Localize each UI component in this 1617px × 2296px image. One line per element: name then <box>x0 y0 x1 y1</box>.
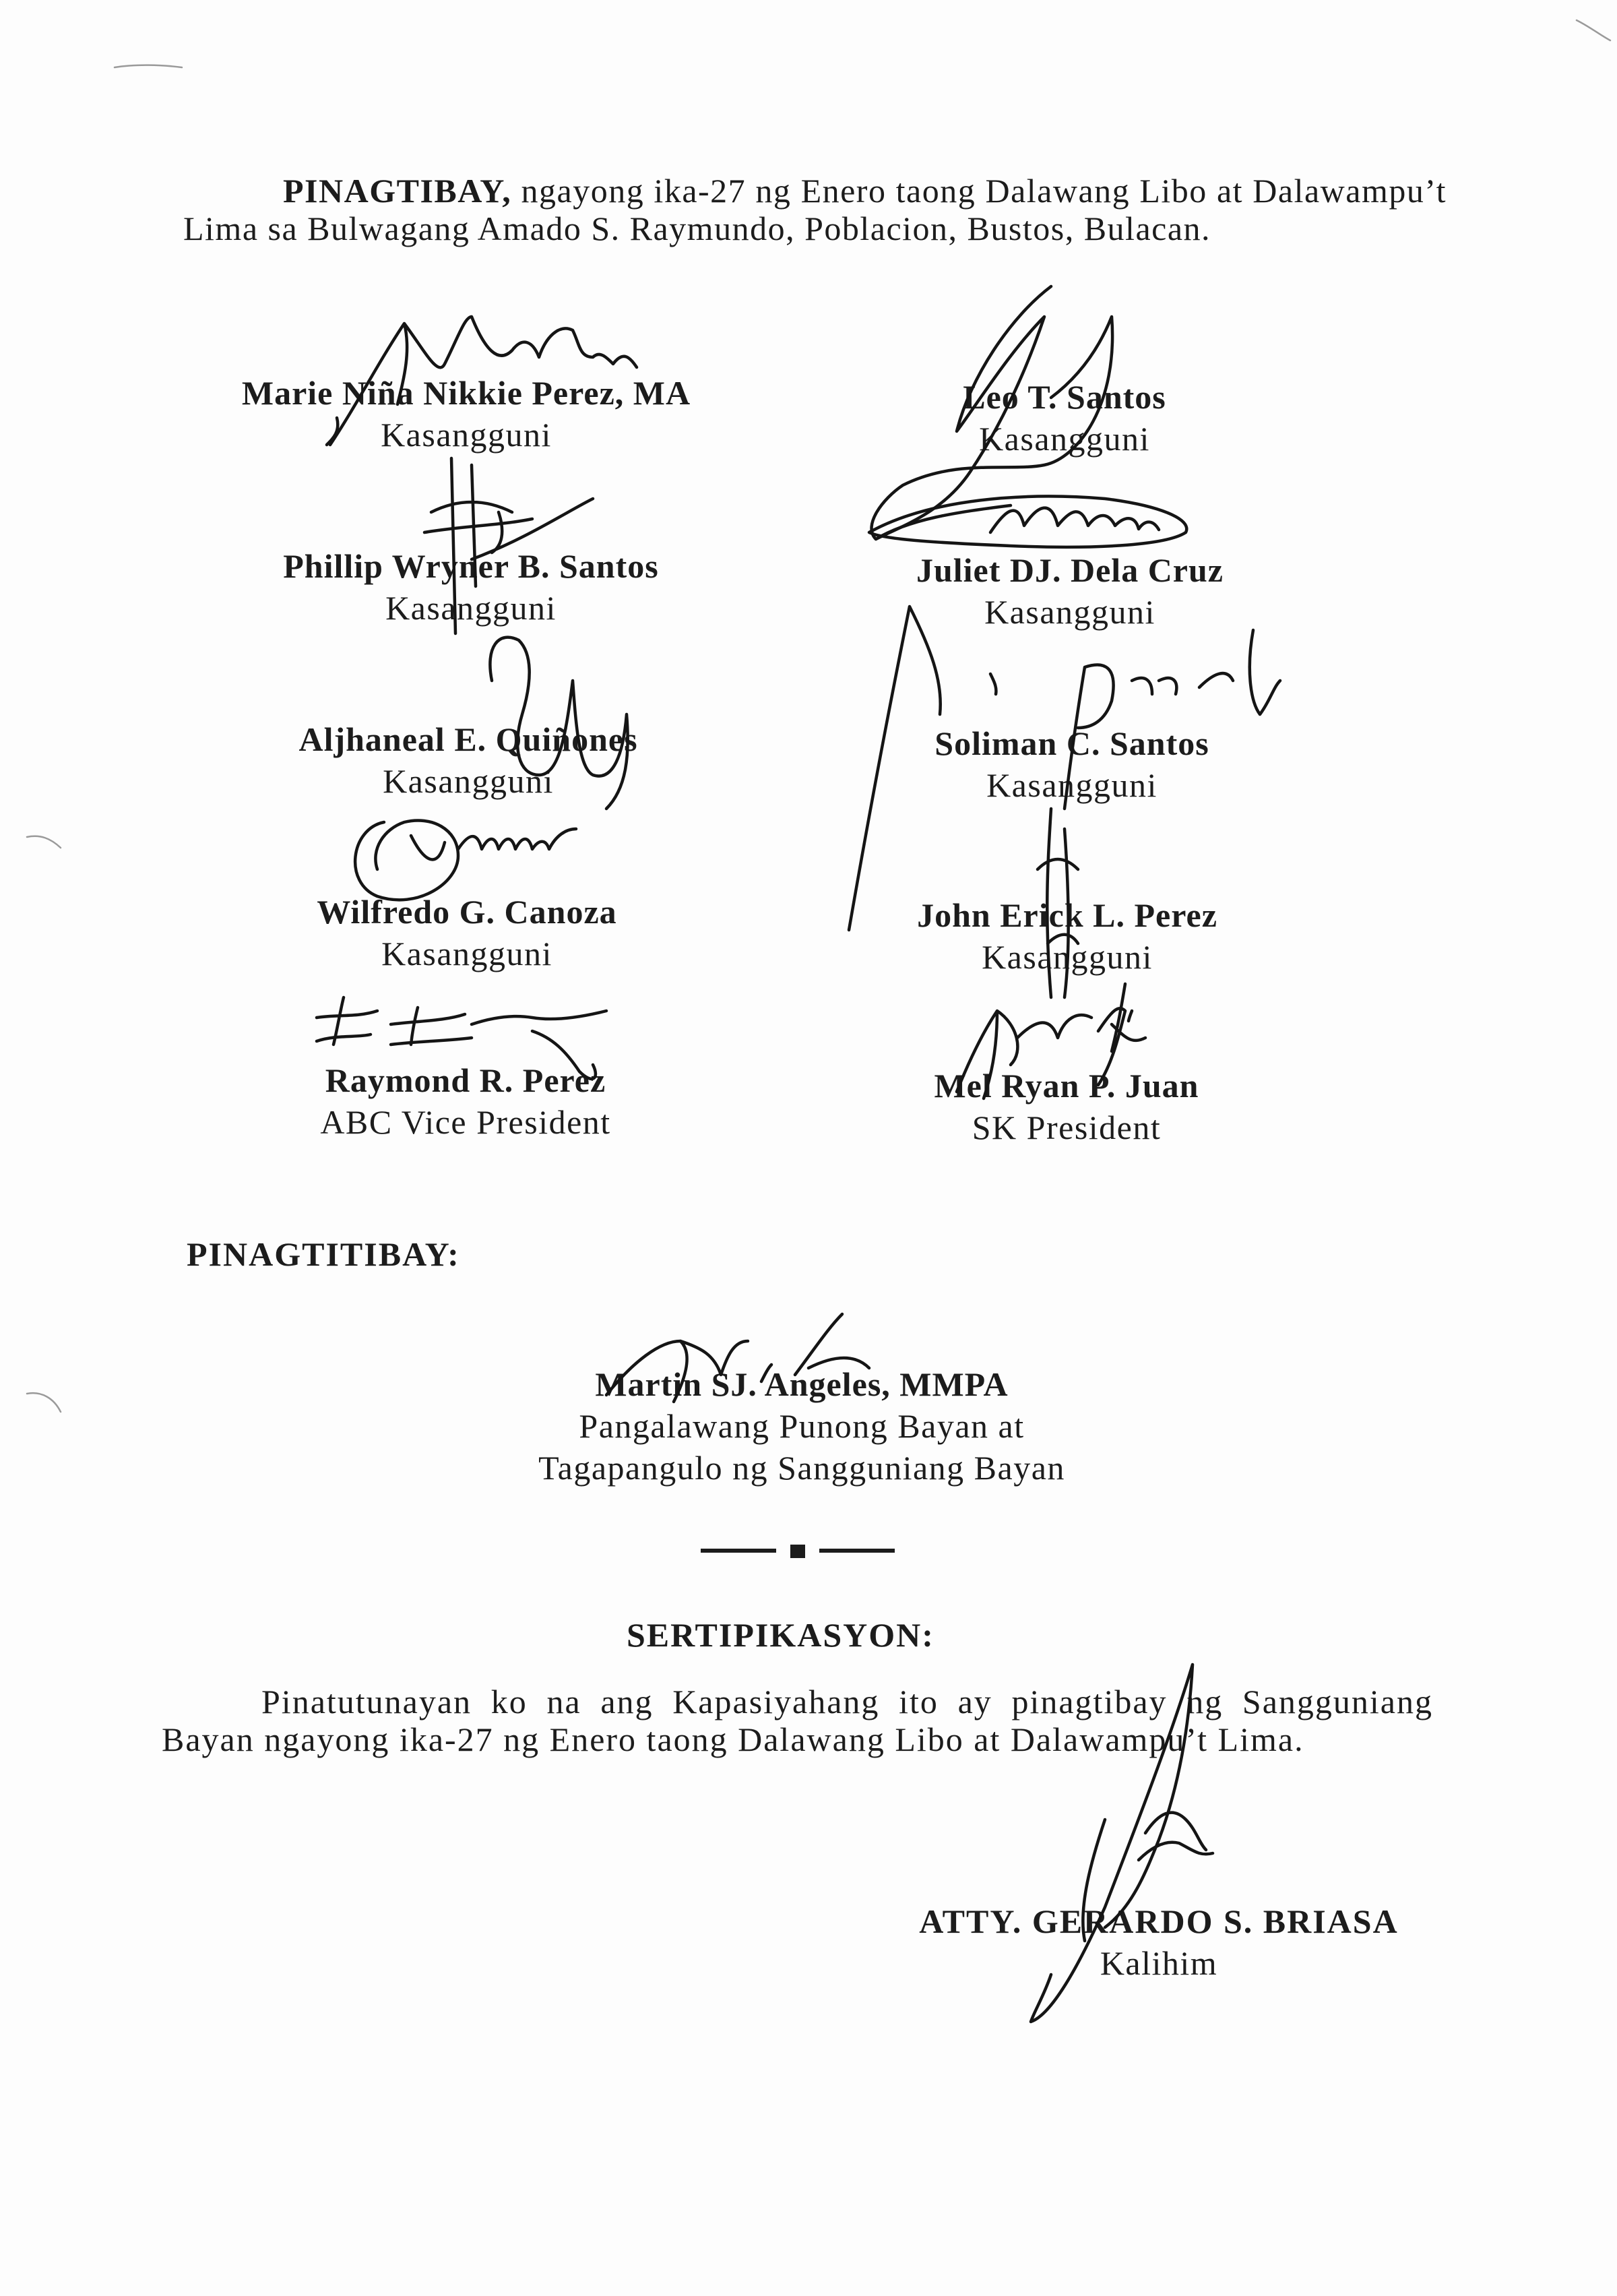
signatory-name: Juliet DJ. Dela Cruz <box>916 551 1224 589</box>
signature-delacruz-juliet <box>869 497 1186 547</box>
signatory-block <box>761 376 1368 460</box>
certification-text: Pinatutunayan ko na ang Kapasiyahang ito ay pinagtibay ng Sangguniang Bayan ngayong ika-27 ng Enero taong Dalawang Libo at Dalawampu’t Lima. <box>162 1683 1433 1758</box>
signatory-title: SK President <box>972 1109 1162 1146</box>
signatory-block <box>162 1059 769 1143</box>
certification-paragraph <box>162 1683 1433 1758</box>
divider-square <box>790 1545 805 1558</box>
signatory-block <box>163 372 769 456</box>
signatory-block <box>764 894 1370 978</box>
signatory-title: Kasangguni <box>385 589 557 627</box>
approval-signatory-block <box>431 1363 1172 1489</box>
signatory-block <box>763 1065 1370 1148</box>
approval-signatory-title-2: Tagapangulo ng Sangguniang Bayan <box>538 1449 1065 1487</box>
signatory-title: Kasangguni <box>984 593 1155 631</box>
signatory-block <box>164 891 770 974</box>
approval-lead-word: PINAGTIBAY, <box>283 172 512 210</box>
signatory-block <box>165 718 771 802</box>
secretary-name: ATTY. GERARDO S. BRIASA <box>919 1902 1399 1940</box>
signatory-title: ABC Vice President <box>320 1103 611 1141</box>
signatory-name: Aljhaneal E. Quiñones <box>298 720 638 758</box>
signatory-title: Kasangguni <box>383 762 554 800</box>
divider-line-left <box>701 1549 776 1553</box>
approval-signatory-name: Martin SJ. Angeles, MMPA <box>595 1365 1009 1403</box>
signatory-name: Leo T. Santos <box>963 378 1166 416</box>
approval-text: ngayong ika-27 ng Enero taong Dalawang Libo at Dalawampu’t Lima sa Bulwagang Amado S. Raymundo, Poblacion, Bustos, Bulacan. <box>183 172 1447 247</box>
section-divider <box>701 1542 903 1562</box>
secretary-title: Kalihim <box>1100 1944 1218 1982</box>
signature-canoza-wilfredo <box>355 820 576 900</box>
signatory-title: Kasangguni <box>381 935 552 972</box>
signatory-name: John Erick L. Perez <box>917 896 1217 934</box>
signatory-block <box>769 722 1375 806</box>
signatory-name: Raymond R. Perez <box>325 1061 606 1099</box>
secretary-signatory-block <box>835 1900 1482 1984</box>
signatory-name: Soliman C. Santos <box>934 724 1209 762</box>
approval-signatory-title-1: Pangalawang Punong Bayan at <box>579 1407 1025 1445</box>
signatory-title: Kasangguni <box>381 416 552 454</box>
signatory-block <box>767 549 1373 633</box>
resolution-approval-paragraph <box>183 172 1447 247</box>
signatory-title: Kasangguni <box>982 938 1153 976</box>
signatory-name: Phillip Wryner B. Santos <box>283 547 659 585</box>
approval-heading: PINAGTITIBAY: <box>187 1235 460 1273</box>
signatory-title: Kasangguni <box>986 766 1158 804</box>
certification-heading: SERTIPIKASYON: <box>627 1616 934 1654</box>
signatory-name: Mel Ryan P. Juan <box>934 1067 1199 1105</box>
signatory-name: Marie Niña Nikkie Perez, MA <box>241 374 691 412</box>
divider-line-right <box>819 1549 895 1553</box>
signatory-name: Wilfredo G. Canoza <box>317 893 617 931</box>
signatory-block <box>168 545 774 629</box>
signatory-title: Kasangguni <box>979 420 1150 458</box>
